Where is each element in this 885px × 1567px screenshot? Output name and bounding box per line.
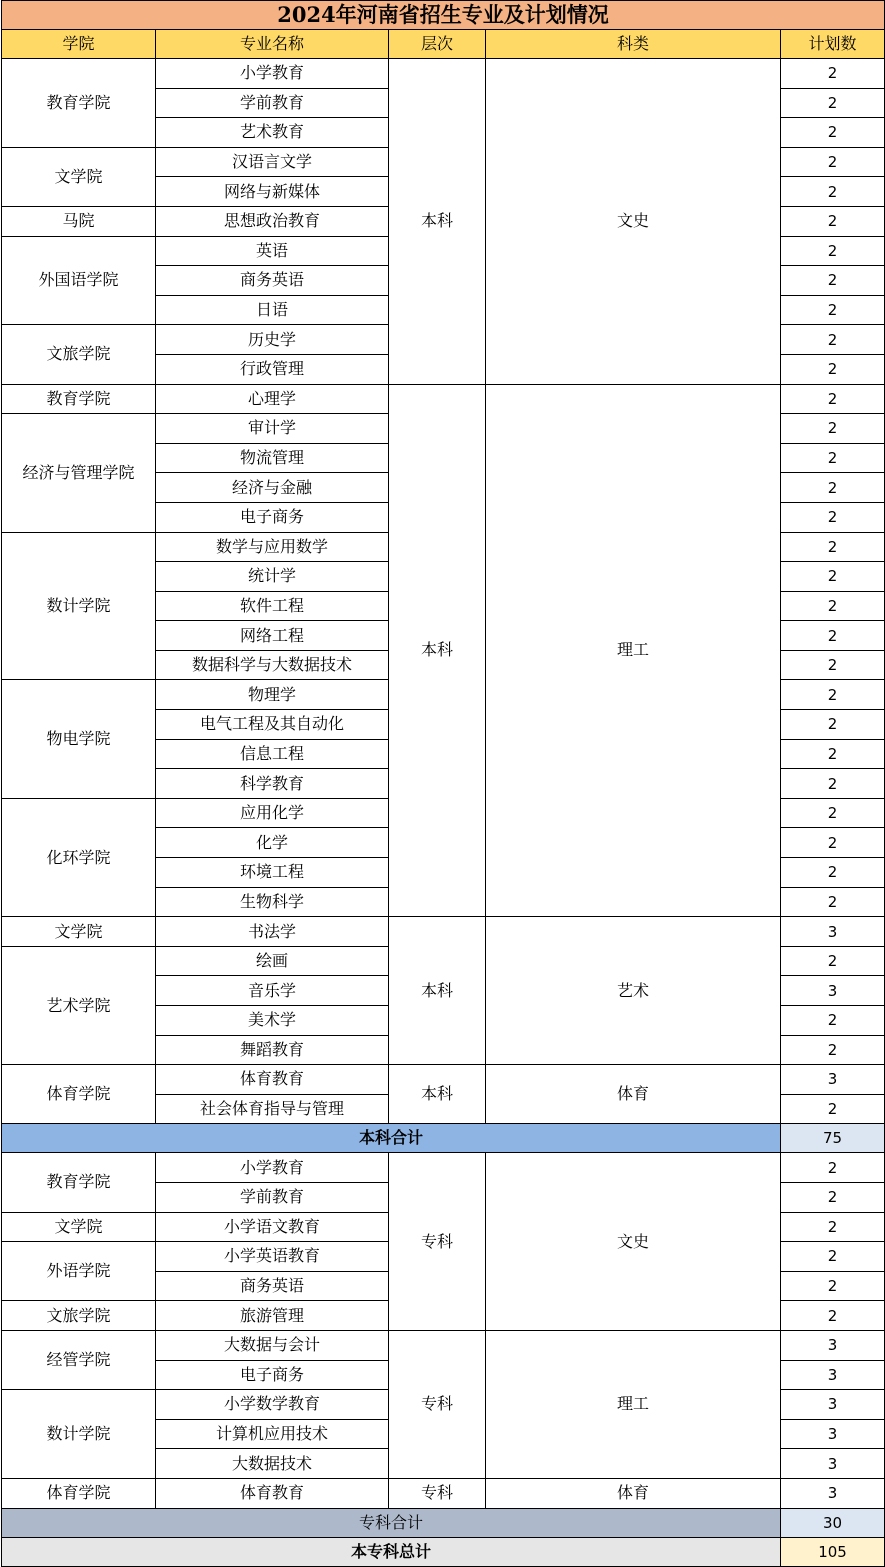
major-cell: 学前教育 <box>156 88 389 118</box>
major-cell: 经济与金融 <box>156 473 389 503</box>
plan-count-cell: 2 <box>781 443 885 473</box>
major-cell: 社会体育指导与管理 <box>156 1094 389 1124</box>
level-cell: 专科 <box>389 1330 486 1478</box>
plan-count-cell: 2 <box>781 414 885 444</box>
major-cell: 学前教育 <box>156 1182 389 1212</box>
plan-count-cell: 2 <box>781 88 885 118</box>
level-cell: 专科 <box>389 1153 486 1331</box>
major-cell: 商务英语 <box>156 1271 389 1301</box>
plan-count-cell: 2 <box>781 798 885 828</box>
plan-count-cell: 2 <box>781 384 885 414</box>
college-cell: 数计学院 <box>2 1390 156 1479</box>
category-cell: 理工 <box>486 384 781 917</box>
table-row <box>2 917 885 947</box>
header-major: 专业名称 <box>156 30 389 59</box>
major-cell: 小学教育 <box>156 59 389 89</box>
major-cell: 应用化学 <box>156 798 389 828</box>
plan-count-cell: 3 <box>781 1065 885 1095</box>
major-cell: 小学语文教育 <box>156 1212 389 1242</box>
college-cell: 化环学院 <box>2 798 156 916</box>
plan-count-cell: 2 <box>781 562 885 592</box>
category-cell: 艺术 <box>486 917 781 1065</box>
plan-count-cell: 2 <box>781 354 885 384</box>
major-cell: 软件工程 <box>156 591 389 621</box>
college-cell: 教育学院 <box>2 384 156 414</box>
plan-count-cell: 2 <box>781 532 885 562</box>
college-cell: 文学院 <box>2 1212 156 1242</box>
major-cell: 汉语言文学 <box>156 147 389 177</box>
plan-count-cell: 2 <box>781 769 885 799</box>
college-cell: 经济与管理学院 <box>2 414 156 532</box>
table-row <box>2 1330 885 1360</box>
college-cell: 文旅学院 <box>2 325 156 384</box>
plan-count-cell: 2 <box>781 887 885 917</box>
plan-count-cell: 2 <box>781 946 885 976</box>
grand-total-value: 105 <box>781 1537 885 1566</box>
major-cell: 艺术教育 <box>156 118 389 148</box>
plan-count-cell: 2 <box>781 739 885 769</box>
major-cell: 体育教育 <box>156 1478 389 1508</box>
college-cell: 体育学院 <box>2 1065 156 1124</box>
plan-count-cell: 2 <box>781 295 885 325</box>
plan-count-cell: 2 <box>781 621 885 651</box>
major-cell: 大数据技术 <box>156 1449 389 1479</box>
major-cell: 书法学 <box>156 917 389 947</box>
header-category: 科类 <box>486 30 781 59</box>
table-row <box>2 1065 885 1095</box>
plan-count-cell: 2 <box>781 1212 885 1242</box>
level-cell: 本科 <box>389 59 486 385</box>
plan-count-cell: 2 <box>781 118 885 148</box>
college-cell: 文旅学院 <box>2 1301 156 1331</box>
major-cell: 电气工程及其自动化 <box>156 710 389 740</box>
college-cell: 文学院 <box>2 917 156 947</box>
major-cell: 网络工程 <box>156 621 389 651</box>
major-cell: 数据科学与大数据技术 <box>156 650 389 680</box>
level-cell: 本科 <box>389 384 486 917</box>
major-cell: 电子商务 <box>156 1360 389 1390</box>
header-plan: 计划数 <box>781 30 885 59</box>
plan-count-cell: 2 <box>781 1182 885 1212</box>
college-cell: 外语学院 <box>2 1242 156 1301</box>
plan-count-cell: 3 <box>781 976 885 1006</box>
college-cell: 数计学院 <box>2 532 156 680</box>
major-cell: 网络与新媒体 <box>156 177 389 207</box>
grand-total-row <box>2 1537 885 1566</box>
major-cell: 计算机应用技术 <box>156 1419 389 1449</box>
major-cell: 生物科学 <box>156 887 389 917</box>
category-cell: 体育 <box>486 1478 781 1508</box>
plan-count-cell: 3 <box>781 1478 885 1508</box>
major-cell: 数学与应用数学 <box>156 532 389 562</box>
enrollment-plan-table <box>1 0 885 1567</box>
plan-count-cell: 2 <box>781 59 885 89</box>
plan-count-cell: 2 <box>781 1301 885 1331</box>
major-cell: 科学教育 <box>156 769 389 799</box>
major-cell: 商务英语 <box>156 266 389 296</box>
plan-count-cell: 2 <box>781 828 885 858</box>
major-cell: 统计学 <box>156 562 389 592</box>
plan-count-cell: 3 <box>781 1360 885 1390</box>
major-cell: 物流管理 <box>156 443 389 473</box>
major-cell: 旅游管理 <box>156 1301 389 1331</box>
major-cell: 电子商务 <box>156 502 389 532</box>
major-cell: 英语 <box>156 236 389 266</box>
plan-count-cell: 2 <box>781 1271 885 1301</box>
major-cell: 大数据与会计 <box>156 1330 389 1360</box>
college-cell: 马院 <box>2 206 156 236</box>
junior-subtotal-value: 30 <box>781 1508 885 1537</box>
major-cell: 行政管理 <box>156 354 389 384</box>
bachelor-subtotal-label: 本科合计 <box>2 1124 781 1153</box>
major-cell: 历史学 <box>156 325 389 355</box>
plan-count-cell: 3 <box>781 1390 885 1420</box>
plan-count-cell: 2 <box>781 266 885 296</box>
plan-count-cell: 3 <box>781 1419 885 1449</box>
plan-count-cell: 2 <box>781 206 885 236</box>
major-cell: 思想政治教育 <box>156 206 389 236</box>
plan-count-cell: 2 <box>781 1153 885 1183</box>
major-cell: 日语 <box>156 295 389 325</box>
major-cell: 小学教育 <box>156 1153 389 1183</box>
major-cell: 舞蹈教育 <box>156 1035 389 1065</box>
plan-count-cell: 2 <box>781 473 885 503</box>
major-cell: 审计学 <box>156 414 389 444</box>
bachelor-subtotal-row <box>2 1124 885 1153</box>
plan-count-cell: 2 <box>781 650 885 680</box>
plan-count-cell: 2 <box>781 680 885 710</box>
category-cell: 理工 <box>486 1330 781 1478</box>
major-cell: 绘画 <box>156 946 389 976</box>
major-cell: 信息工程 <box>156 739 389 769</box>
major-cell: 物理学 <box>156 680 389 710</box>
level-cell: 专科 <box>389 1478 486 1508</box>
header-college: 学院 <box>2 30 156 59</box>
major-cell: 小学英语教育 <box>156 1242 389 1272</box>
plan-count-cell: 2 <box>781 591 885 621</box>
plan-count-cell: 2 <box>781 858 885 888</box>
table-row <box>2 1153 885 1183</box>
major-cell: 体育教育 <box>156 1065 389 1095</box>
category-cell: 文史 <box>486 59 781 385</box>
college-cell: 教育学院 <box>2 1153 156 1212</box>
major-cell: 小学数学教育 <box>156 1390 389 1420</box>
table-row <box>2 384 885 414</box>
plan-count-cell: 3 <box>781 917 885 947</box>
major-cell: 美术学 <box>156 1006 389 1036</box>
plan-count-cell: 2 <box>781 177 885 207</box>
plan-count-cell: 2 <box>781 710 885 740</box>
college-cell: 文学院 <box>2 147 156 206</box>
grand-total-label: 本专科总计 <box>2 1537 781 1566</box>
college-cell: 外国语学院 <box>2 236 156 325</box>
college-cell: 教育学院 <box>2 59 156 148</box>
plan-count-cell: 2 <box>781 147 885 177</box>
table-row <box>2 1478 885 1508</box>
bachelor-subtotal-value: 75 <box>781 1124 885 1153</box>
plan-count-cell: 2 <box>781 325 885 355</box>
level-cell: 本科 <box>389 1065 486 1124</box>
plan-count-cell: 2 <box>781 1035 885 1065</box>
major-cell: 音乐学 <box>156 976 389 1006</box>
plan-count-cell: 2 <box>781 236 885 266</box>
table-row <box>2 59 885 89</box>
major-cell: 环境工程 <box>156 858 389 888</box>
college-cell: 艺术学院 <box>2 946 156 1064</box>
college-cell: 物电学院 <box>2 680 156 798</box>
table-title: 2024年河南省招生专业及计划情况 <box>2 1 885 30</box>
college-cell: 经管学院 <box>2 1330 156 1389</box>
plan-count-cell: 2 <box>781 502 885 532</box>
major-cell: 心理学 <box>156 384 389 414</box>
plan-count-cell: 2 <box>781 1094 885 1124</box>
category-cell: 文史 <box>486 1153 781 1331</box>
plan-count-cell: 3 <box>781 1330 885 1360</box>
college-cell: 体育学院 <box>2 1478 156 1508</box>
junior-subtotal-row <box>2 1508 885 1537</box>
junior-subtotal-label: 专科合计 <box>2 1508 781 1537</box>
major-cell: 化学 <box>156 828 389 858</box>
category-cell: 体育 <box>486 1065 781 1124</box>
plan-count-cell: 2 <box>781 1006 885 1036</box>
plan-count-cell: 3 <box>781 1449 885 1479</box>
header-level: 层次 <box>389 30 486 59</box>
plan-count-cell: 2 <box>781 1242 885 1272</box>
level-cell: 本科 <box>389 917 486 1065</box>
